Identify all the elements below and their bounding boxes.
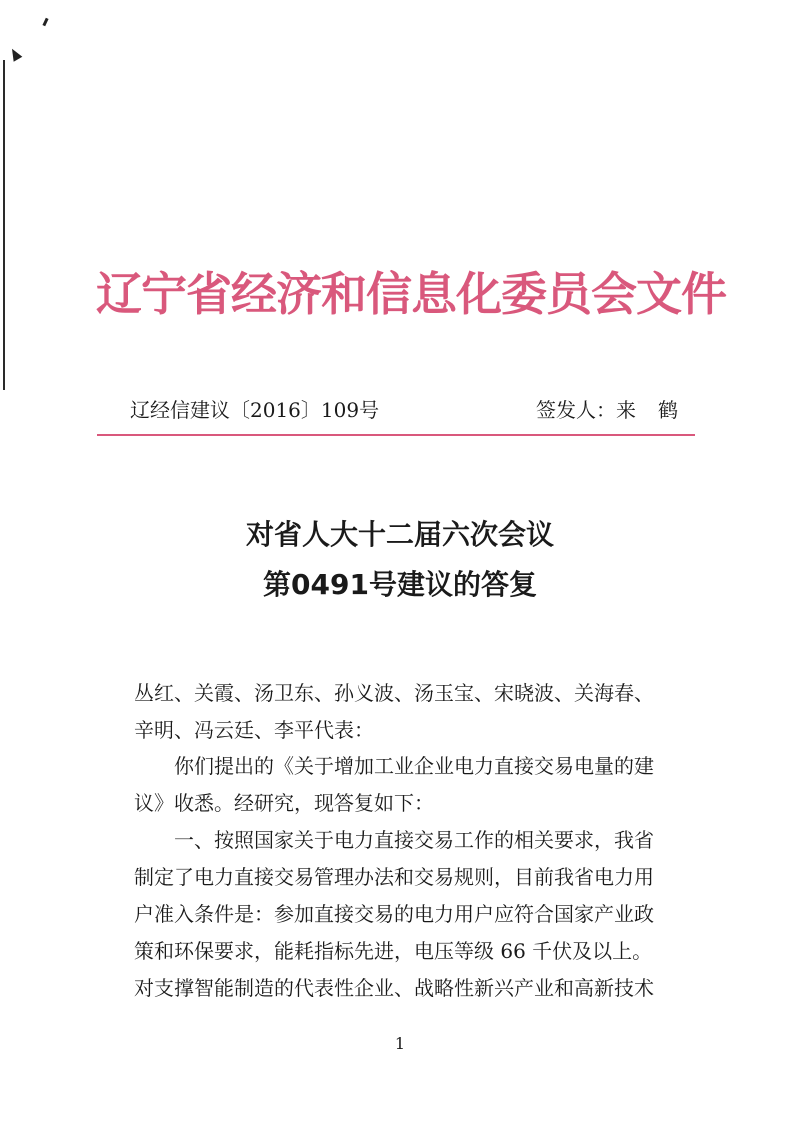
- body-line: 辛明、冯云廷、李平代表：: [134, 718, 374, 742]
- body-line: 策和环保要求，能耗指标先进，电压等级 66 千伏及以上。: [134, 939, 653, 963]
- body-line: 对支撑智能制造的代表性企业、战略性新兴产业和高新技术: [134, 976, 654, 1000]
- scan-speck: [42, 18, 48, 27]
- document-title-line-1: 对省人大十二届六次会议: [245, 518, 554, 551]
- scan-corner-mark: [8, 46, 23, 61]
- document-number: 辽经信建议〔2016〕109号: [130, 398, 380, 422]
- red-divider-line: [97, 434, 695, 436]
- page-number: 1: [394, 1034, 406, 1053]
- document-title-line-2: 第0491号建议的答复: [263, 568, 537, 601]
- signer: [536, 394, 700, 423]
- body-line: 你们提出的《关于增加工业企业电力直接交易电量的建: [134, 754, 654, 778]
- body-line: 一、按照国家关于电力直接交易工作的相关要求，我省: [134, 828, 654, 852]
- body-line: 议》收悉。经研究，现答复如下：: [134, 791, 434, 815]
- scan-edge-mark: [3, 60, 5, 390]
- body-line: 制定了电力直接交易管理办法和交易规则，目前我省电力用: [134, 865, 654, 889]
- letterhead-title: 辽宁省经济和信息化委员会文件: [96, 267, 726, 321]
- body-line: 户准入条件是：参加直接交易的电力用户应符合国家产业政: [134, 902, 654, 926]
- signer-label: 签发人：: [536, 398, 616, 422]
- body-line: 丛红、关霞、汤卫东、孙义波、汤玉宝、宋晓波、关海春、: [134, 681, 654, 705]
- signer-name: 来鹤: [616, 398, 700, 422]
